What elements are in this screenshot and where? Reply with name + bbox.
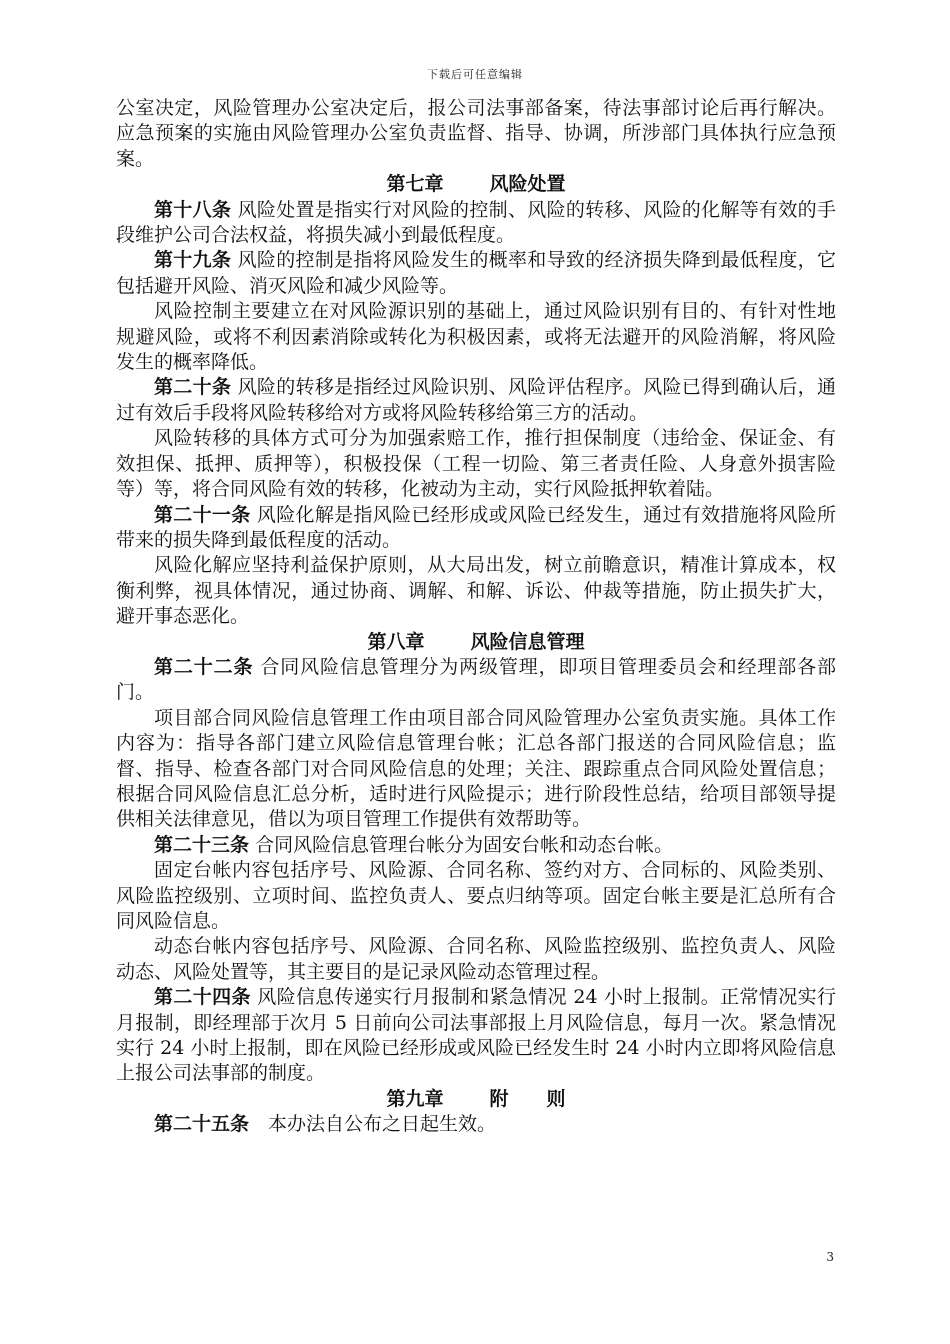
article-label: 第二十四条	[154, 986, 251, 1009]
article-text: 风险的转移是指经过风险识别、风险评估程序。风险已得到确认后，通过有效后手段将风险转移给对方或将风险转移给第三方的活动。	[116, 376, 836, 424]
chapter-title: 风险信息管理	[470, 630, 585, 653]
article-text: 风险处置是指实行对风险的控制、风险的转移、风险的化解等有效的手段维护公司合法权益，将损失减小到最低程度。	[116, 198, 836, 247]
article-text: 风险化解是指风险已经形成或风险已经发生，通过有效措施将风险所带来的损失降到最低程度的活动。	[116, 503, 836, 551]
article	[116, 833, 836, 858]
article	[116, 248, 836, 299]
chapter-heading	[116, 172, 836, 197]
article-label: 第二十三条	[154, 833, 250, 856]
paragraph: 风险化解应坚持利益保护原则，从大局出发，树立前瞻意识，精准计算成本，权衡利弊，视具体情况，通过协商、调解、和解、诉讼、仲裁等措施，防止损失扩大，避开事态恶化。	[116, 554, 836, 628]
article	[116, 375, 836, 426]
paragraph: 项目部合同风险信息管理工作由项目部合同风险管理办公室负责实施。具体工作内容为：指导各部门建立风险信息管理台帐；汇总各部门报送的合同风险信息；监督、指导、检查各部门对合同风险信息的处理；关注、跟踪重点合同风险处置信息；根据合同风险信息汇总分析，适时进行风险提示；进行阶段性总结，给项目部领导提供相关法律意见，借以为项目管理工作提供有效帮助等。	[116, 706, 836, 831]
chapter-heading	[116, 1087, 836, 1112]
article	[116, 985, 836, 1087]
article	[116, 503, 836, 554]
chapter-number: 第九章	[386, 1087, 444, 1110]
article-label: 第十九条	[154, 249, 232, 272]
article-label: 第二十一条	[154, 503, 251, 526]
page-header: 下载后可任意编辑	[427, 68, 523, 81]
chapter-heading	[116, 630, 836, 655]
article-text: 风险的控制是指将风险发生的概率和导致的经济损失降到最低程度，它包括避开风险、消灭风险和减少风险等。	[116, 249, 836, 297]
document-body	[116, 96, 836, 1138]
paragraph: 风险转移的具体方式可分为加强索赔工作，推行担保制度（违给金、保证金、有效担保、抵押、质押等），积极投保（工程一切险、第三者责任险、人身意外损害险等）等，将合同风险有效的转移，化被动为主动，实行风险抵押软着陆。	[116, 427, 836, 501]
chapter-number: 第七章	[386, 173, 444, 196]
page-number: 3	[826, 1250, 834, 1264]
article	[116, 1112, 836, 1137]
paragraph: 公室决定，风险管理办公室决定后，报公司法事部备案，待法事部讨论后再行解决。应急预案的实施由风险管理办公室负责监督、指导、协调，所涉部门具体执行应急预案。	[116, 97, 836, 170]
article-text: 本办法自公布之日起生效。	[268, 1113, 497, 1136]
paragraph: 动态台帐内容包括序号、风险源、合同名称、风险监控级别、监控负责人、风险动态、风险处置等，其主要目的是记录风险动态管理过程。	[116, 935, 836, 983]
chapter-title: 附 则	[489, 1087, 566, 1110]
paragraph: 固定台帐内容包括序号、风险源、合同名称、签约对方、合同标的、风险类别、风险监控级别、立项时间、监控负责人、要点归纳等项。固定台帐主要是汇总所有合同风险信息。	[116, 859, 836, 932]
article-text: 合同风险信息管理分为两级管理，即项目管理委员会和经理部各部门。	[116, 655, 836, 704]
article	[116, 655, 836, 706]
chapter-number: 第八章	[367, 630, 425, 653]
article-label: 第二十二条	[154, 655, 254, 678]
article-label: 第十八条	[154, 198, 232, 221]
article-text: 风险信息传递实行月报制和紧急情况 24 小时上报制。正常情况实行月报制，即经理部于次月 5 日前向公司法事部报上月风险信息，每月一次。紧急情况实行 24 小时上报制，即在风险已经形成或风险已经发生时 24 小时内立即将风险信息上报公司法事部的制度。	[116, 986, 836, 1085]
article-label: 第二十五条	[154, 1113, 250, 1136]
article	[116, 198, 836, 249]
chapter-title: 风险处置	[489, 173, 566, 196]
article-text: 合同风险信息管理台帐分为固安台帐和动态台帐。	[255, 833, 674, 856]
paragraph: 风险控制主要建立在对风险源识别的基础上，通过风险识别有目的、有针对性地规避风险，或将不利因素消除或转化为积极因素，或将无法避开的风险消解，将风险发生的概率降低。	[116, 300, 836, 374]
article-label: 第二十条	[154, 376, 232, 399]
